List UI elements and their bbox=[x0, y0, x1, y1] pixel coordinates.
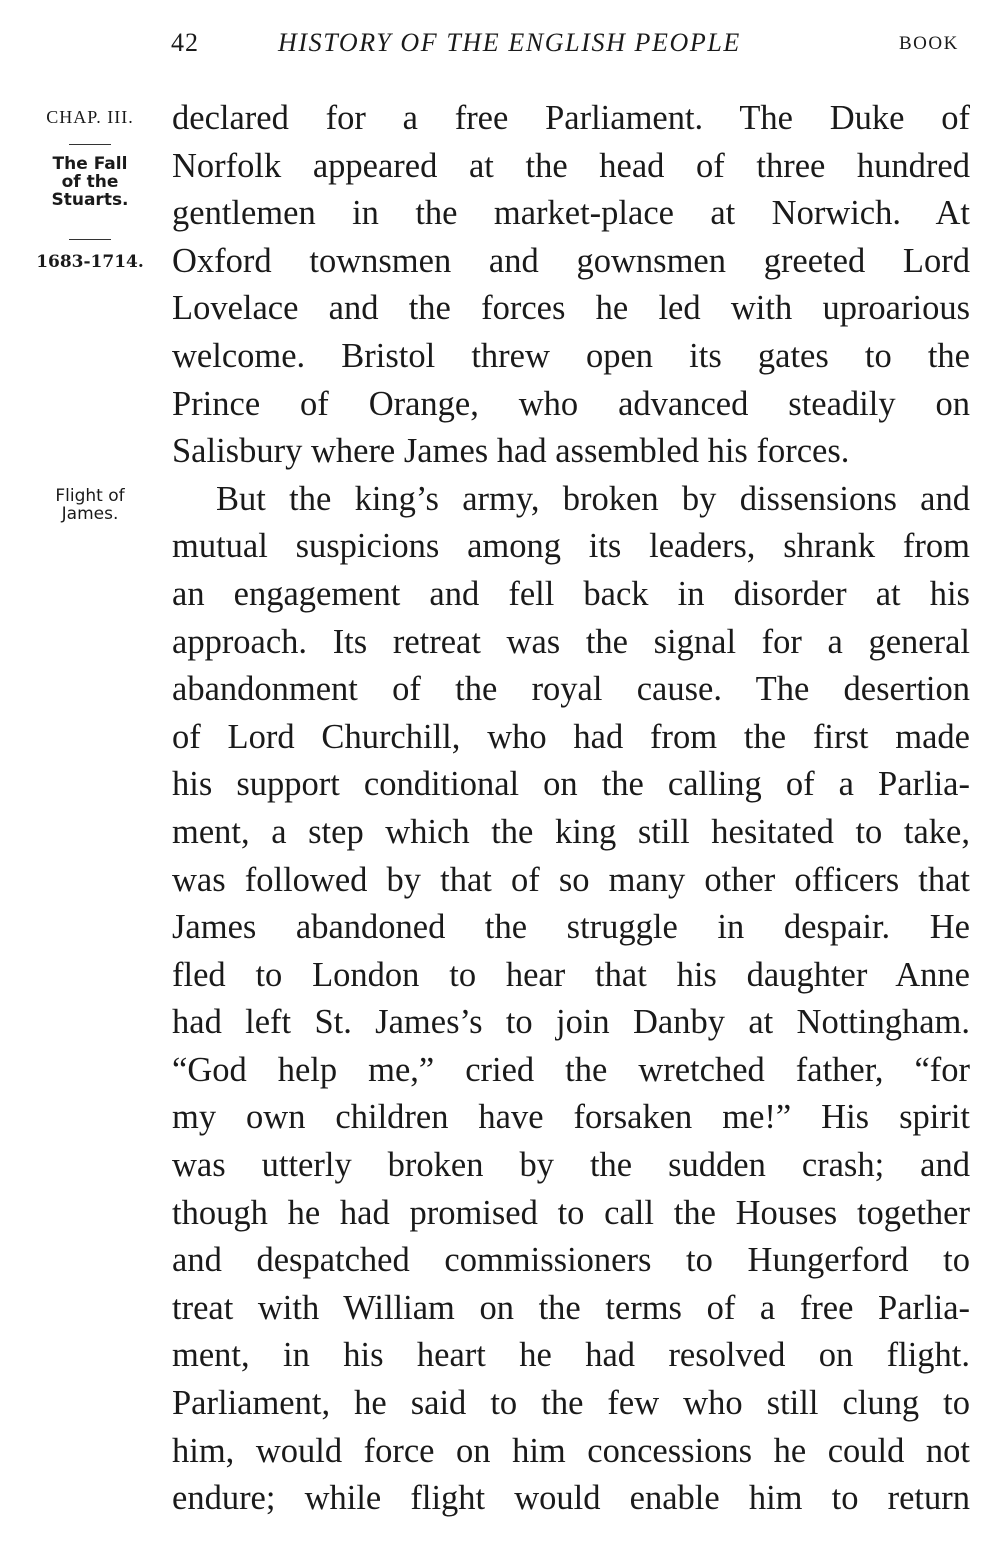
text-line: his support conditional on the calling of a Parlia- bbox=[172, 765, 970, 804]
text-line: Prince of Orange, who advanced steadily on bbox=[172, 384, 970, 423]
margin-note-flight-of-james bbox=[20, 488, 160, 524]
margin-section-title-line: The Fall bbox=[52, 154, 128, 174]
text-line: Lovelace and the forces he led with uproarious bbox=[172, 289, 970, 328]
text-line: abandonment of the royal cause. The desertion bbox=[172, 670, 970, 709]
text-line: gentlemen in the market-place at Norwich. At bbox=[172, 194, 970, 233]
text-line: approach. Its retreat was the signal for a general bbox=[172, 622, 970, 661]
margin-note-line: James. bbox=[61, 503, 119, 524]
text-line: Norfolk appeared at the head of three hundred bbox=[172, 146, 970, 185]
margin-rule bbox=[69, 239, 111, 240]
margin-section-title-line: of the bbox=[61, 171, 119, 192]
text-line: was followed by that of so many other officers that bbox=[172, 860, 970, 899]
book-label: BOOK bbox=[899, 33, 959, 54]
running-title: HISTORY OF THE ENGLISH PEOPLE bbox=[278, 28, 741, 57]
text-line: and despatched commissioners to Hungerford to bbox=[172, 1241, 970, 1280]
text-line: “God help me,” cried the wretched father, “for bbox=[172, 1050, 970, 1089]
text-line: though he had promised to call the Houses together bbox=[172, 1193, 970, 1232]
text-line: endure; while flight would enable him to return bbox=[172, 1479, 970, 1518]
text-line: Parliament, he said to the few who still clung to bbox=[172, 1384, 970, 1423]
page-number: 42 bbox=[171, 28, 199, 57]
text-line: ment, in his heart he had resolved on flight. bbox=[172, 1336, 970, 1375]
text-line: treat with William on the terms of a free Parlia- bbox=[172, 1288, 970, 1327]
margin-section-title bbox=[20, 156, 160, 210]
margin-section-title-line: Stuarts. bbox=[51, 189, 129, 210]
margin-dates: 1683-1714. bbox=[36, 252, 144, 272]
text-line: of Lord Churchill, who had from the first made bbox=[172, 717, 970, 756]
text-line: But the king’s army, broken by dissensions and bbox=[216, 479, 970, 518]
text-line: ment, a step which the king still hesitated to take, bbox=[172, 812, 970, 851]
text-line: had left St. James’s to join Danby at Nottingham. bbox=[172, 1003, 970, 1042]
text-line: declared for a free Parliament. The Duke of bbox=[172, 99, 970, 137]
body-text bbox=[172, 95, 970, 1523]
margin-rule bbox=[69, 144, 111, 145]
text-line: fled to London to hear that his daughter Anne bbox=[172, 955, 970, 994]
margin-chapter: CHAP. III. bbox=[46, 107, 134, 127]
text-line: welcome. Bristol threw open its gates to the bbox=[172, 336, 970, 375]
margin-note-line: Flight of bbox=[55, 486, 125, 506]
text-line: Salisbury where James had assembled his forces. bbox=[172, 432, 850, 471]
running-header bbox=[0, 28, 1000, 64]
text-line: was utterly broken by the sudden crash; and bbox=[172, 1146, 970, 1185]
text-line: my own children have forsaken me!” His spirit bbox=[172, 1098, 970, 1137]
text-line: an engagement and fell back in disorder at his bbox=[172, 574, 970, 613]
text-line: Oxford townsmen and gownsmen greeted Lord bbox=[172, 241, 970, 280]
text-line: James abandoned the struggle in despair. He bbox=[172, 908, 970, 947]
text-line: mutual suspicions among its leaders, shrank from bbox=[172, 527, 970, 566]
text-line: him, would force on him concessions he could not bbox=[172, 1431, 970, 1470]
